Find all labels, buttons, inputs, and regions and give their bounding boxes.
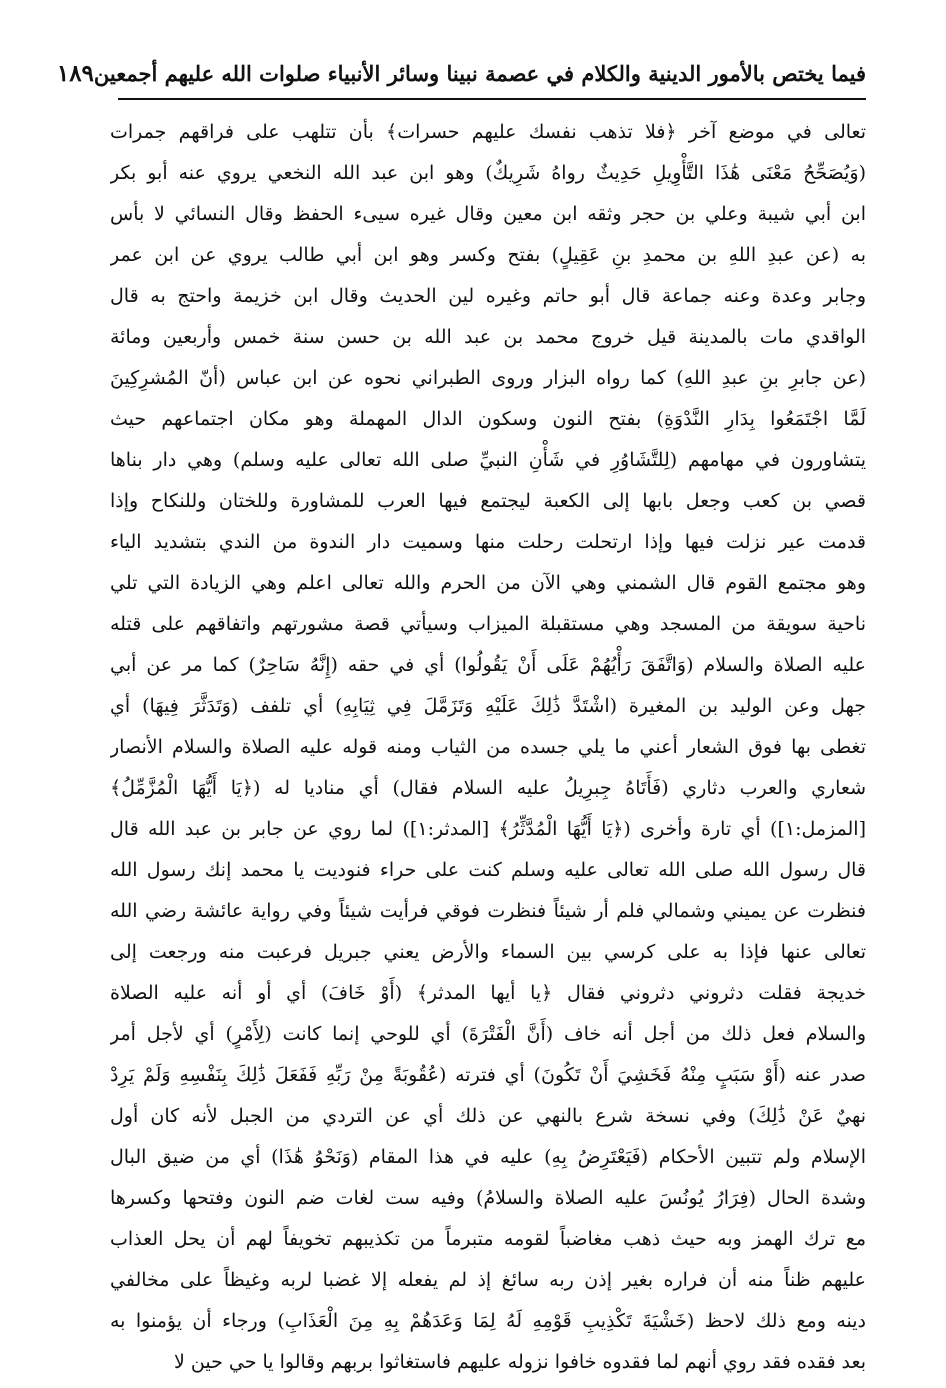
text-line: شعاري والعرب دثاري (فَأَتَاهُ جِبرِيلُ عليه السلام فقال) أي مناديا له (﴿يَا أَيُّهَا الْمُزَّمِّلُ﴾ bbox=[110, 777, 866, 799]
text-line: وجابر وعدة وعنه جماعة قال أبو حاتم وغيره لين الحديث وقال ابن خزيمة واحتج به قال bbox=[110, 285, 866, 307]
text-line: جهل وعن الوليد بن المغيرة (اشْتَدَّ ذَٰلِكَ عَلَيْهِ وَتَزَمَّلَ فِي ثِيَابِهِ) أي تلفف (وَتَدَثَّرَ فِيهَا) أي bbox=[110, 695, 866, 717]
text-line: ابن أبي شيبة وعلي بن حجر وثقه ابن معين وقال غيره سيىء الحفظ وقال النسائي لا بأس bbox=[110, 203, 866, 225]
text-line: خديجة فقلت دثروني دثروني فقال ﴿يا أيها المدثر﴾ (أَوْ خَافَ) أي أو أنه عليه الصلاة bbox=[110, 982, 866, 1004]
text-line: قصي بن كعب وجعل بابها إلى الكعبة ليجتمع فيها العرب للمشاورة وللختان وللنكاح وإذا bbox=[110, 490, 866, 512]
text-line: تعالى عنها فإذا به على كرسي بين السماء والأرض يعني جبريل فرعبت منه ورجعت إلى bbox=[110, 941, 866, 963]
text-line: [المزمل:١]) أي تارة وأخرى (﴿يَا أَيُّهَا الْمُدَّثِّرُ﴾ [المدثر:١]) لما روي عن جابر بن عبد الله قال bbox=[110, 818, 866, 840]
running-title: فيما يختص بالأمور الدينية والكلام في عصمة نبينا وسائر الأنبياء صلوات الله عليهم أجمعين bbox=[93, 60, 866, 86]
text-line: دينه ومع ذلك لاحظ (خَشْيَةَ تَكْذِيبِ قَوْمِهِ لَهُ لِمَا وَعَدَهُمْ بِهِ مِنَ الْعَذَابِ) ورجاء أن يؤمنوا به bbox=[110, 1310, 866, 1332]
text-line: ناحية سويقة من المسجد وهي مستقبلة الميزاب وسيأتي قصة مشورتهم واتفاقهم على قتله bbox=[110, 613, 866, 635]
text-line: الإسلام ولم تتبين الأحكام (فَيَعْتَرِضُ بِهِ) عليه في هذا المقام (وَنَحْوُ هَٰذَا) أي من ضيق البال bbox=[110, 1146, 866, 1168]
text-line: عليهم ظناً منه أن فراره بغير إذن ربه سائغ إذ لم يفعله إلا غضبا لربه وغيظاً على مخالفي bbox=[110, 1269, 866, 1291]
text-line: الواقدي مات بالمدينة قيل خروج محمد بن عبد الله بن حسن سنة خمس وأربعين ومائة bbox=[110, 326, 866, 348]
text-line: فنظرت عن يميني وشمالي فلم أر شيئاً فنظرت فوقي فرأيت شيئاً وفي رواية عائشة رضي الله bbox=[110, 900, 866, 922]
running-head bbox=[56, 52, 866, 94]
text-line: وهو مجتمع القوم قال الشمني وهي الآن من الحرم والله تعالى اعلم وهي الزيادة التي تلي bbox=[110, 572, 866, 594]
header-divider bbox=[118, 98, 866, 100]
text-line: بعد فقده فقد روي أنهم لما فقدوه خافوا نزوله عليهم فاستغاثوا بربهم وقالوا يا حي حين لا bbox=[174, 1351, 866, 1373]
text-line: عليه الصلاة والسلام (وَاتَّفَقَ رَأْيُهُمْ عَلَى أَنْ يَقُولُوا) أي في حقه (إِنَّهُ سَاحِرٌ) كما مر عن أبي bbox=[110, 654, 866, 676]
text-line: مع ترك الهمز وبه حيث ذهب مغاضباً لقومه متبرماً من تكذيبهم تخويفاً لهم أن يحل العذاب bbox=[110, 1228, 866, 1250]
text-line: لَمَّا اجْتَمَعُوا بِدَارِ النَّدْوَةِ) بفتح النون وسكون الدال المهملة وهو مكان اجتماعهم حيث bbox=[110, 408, 866, 430]
text-line: (وَيُصَحِّحُ مَعْنَى هَٰذَا التَّأْوِيلِ حَدِيثٌ رواهُ شَرِيكٌ) وهو ابن عبد الله النخعي يروي عنه أبو بكر bbox=[110, 162, 866, 184]
text-line: قال رسول الله صلى الله تعالى عليه وسلم كنت على حراء فنوديت يا محمد إنك رسول الله bbox=[110, 859, 866, 881]
text-line: يتشاورون في مهامهم (لِلتَّشَاوُرِ في شَأْنِ النبيِّ صلى الله تعالى عليه وسلم) وهي دار بناها bbox=[110, 449, 866, 471]
text-line: وشدة الحال (فِرَارُ يُونُسَ عليه الصلاة والسلامُ) وفيه ست لغات ضم النون وفتحها وكسرها bbox=[110, 1187, 866, 1209]
page-number: ١٨٩ bbox=[56, 59, 94, 87]
text-line: (عن جابرِ بنِ عبدِ اللهِ) كما رواه البزار وروى الطبراني نحوه عن ابن عباس (أنّ المُشرِكِينَ bbox=[110, 367, 866, 389]
text-line: نهيٌ عَنْ ذَٰلِكَ) وفي نسخة شرع بالنهي عن ذلك أي عن التردي من الجبل لأنه كان أول bbox=[110, 1105, 866, 1127]
body-text bbox=[110, 112, 866, 1383]
text-line: تغطى بها فوق الشعار أعني ما يلي جسده من الثياب ومنه قوله عليه الصلاة والسلام الأنصار bbox=[110, 736, 866, 758]
text-line: تعالى في موضع آخر ﴿فلا تذهب نفسك عليهم حسرات﴾ بأن تتلهب على فراقهم جمرات bbox=[110, 121, 866, 143]
text-line: به (عن عبدِ اللهِ بن محمدِ بنِ عَقِيلٍ) بفتح وكسر وهو ابن أبي طالب يروي عن ابن عمر bbox=[110, 244, 866, 266]
text-line: صدر عنه (أَوْ سَبَبٍ مِنْهُ فَخَشِيَ أَنْ تَكُونَ) أي فترته (عُقُوبَةً مِنْ رَبِّهِ فَفَعَلَ ذَٰلِكَ بِنَفْسِهِ وَلَمْ يَرِدْ bbox=[110, 1064, 866, 1086]
text-line: قدمت عير نزلت فيها وإذا ارتحلت رحلت منها وسميت دار الندوة من الندي بتشديد الياء bbox=[110, 531, 866, 553]
text-line: والسلام فعل ذلك من أجل أنه خاف (أَنَّ الْفَتْرَةَ) أي للوحي إنما كانت (لِأَمْرٍ) أي لأجل أمر bbox=[110, 1023, 866, 1045]
